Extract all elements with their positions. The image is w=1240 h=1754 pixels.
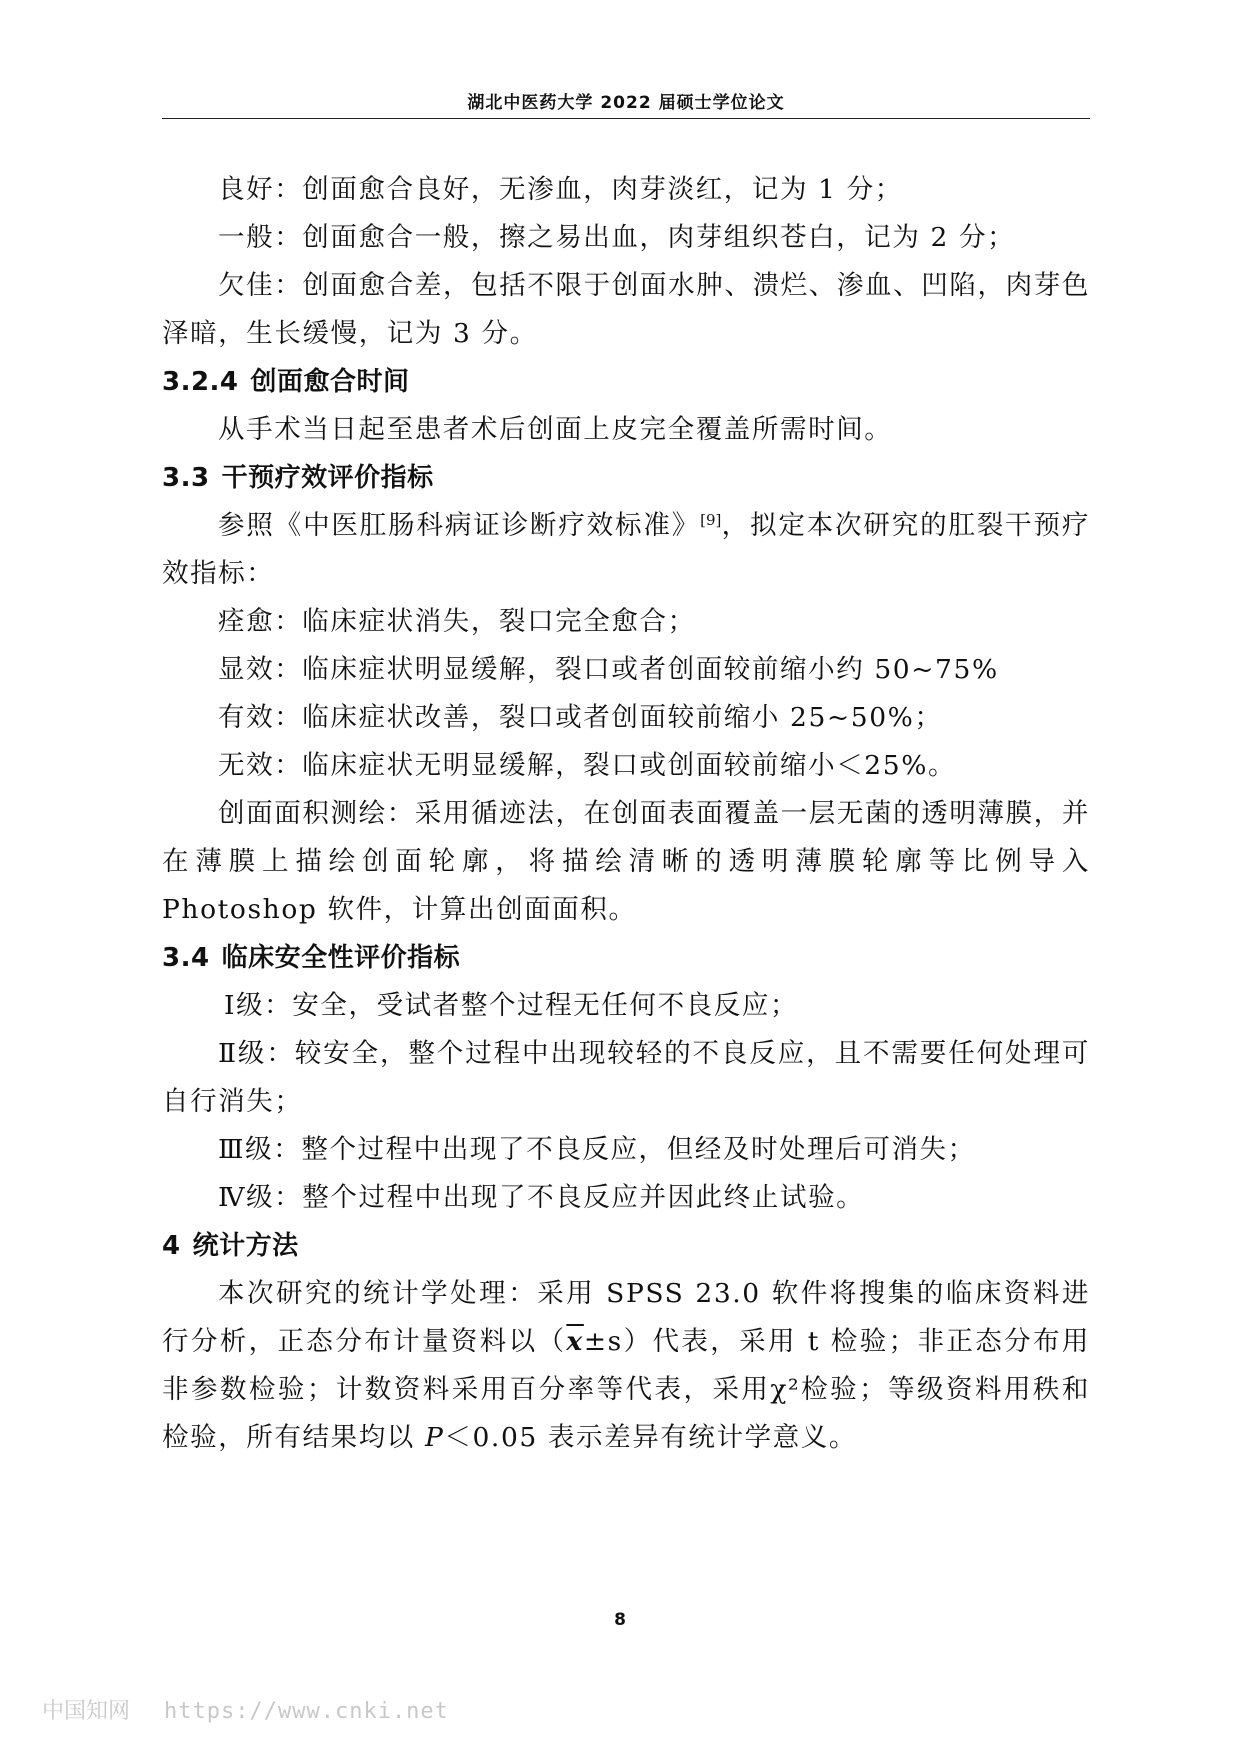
section-number: 3.2.4: [162, 367, 239, 397]
paragraph-grade-1: Ⅰ级：安全，受试者整个过程无任何不良反应；: [224, 990, 799, 1021]
p-value-symbol: P: [424, 1422, 445, 1453]
paragraph-statistics: [162, 1270, 1090, 1462]
section-title: 临床安全性评价指标: [221, 943, 461, 973]
text-span: ±s）代表，采用 t 检验；非正态分布用非参数检验；计数资料采用百分率等代表，采用χ²检验；等级资料用秩和检验，所有结果均以: [162, 1326, 1090, 1453]
paragraph-poor: 欠佳：创面愈合差，包括不限于创面水肿、溃烂、渗血、凹陷，肉芽色泽暗，生长缓慢，记为 3 分。: [162, 270, 1090, 349]
watermark-brand: 中国知网: [42, 1699, 131, 1724]
paragraph-grade-2: Ⅱ级：较安全，整个过程中出现较轻的不良反应，且不需要任何处理可自行消失；: [162, 1038, 1090, 1117]
paragraph-reference-standard: [162, 502, 1090, 598]
text-span: ，拟定本次研究的肛裂干预疗效指标：: [162, 510, 1090, 589]
paragraph-markedly-effective: 显效：临床症状明显缓解，裂口或者创面较前缩小约 50~75%: [218, 654, 999, 685]
paragraph-healing-time: 从手术当日起至患者术后创面上皮完全覆盖所需时间。: [218, 414, 893, 445]
paragraph-effective: 有效：临床症状改善，裂口或者创面较前缩小 25~50%；: [218, 702, 943, 733]
paragraph-grade-3: Ⅲ级：整个过程中出现了不良反应，但经及时处理后可消失；: [218, 1134, 976, 1165]
watermark-url: https://www.cnki.net: [164, 1699, 449, 1724]
section-heading-3-3: [162, 454, 1090, 502]
paragraph-cured: 痊愈：临床症状消失，裂口完全愈合；: [218, 606, 696, 637]
section-heading-4: [162, 1222, 1090, 1270]
section-heading-3-2-4: [162, 358, 1090, 406]
section-heading-3-4: [162, 934, 1090, 982]
section-number: 3.4: [162, 943, 210, 973]
text-span: 参照《中医肛肠科病证诊断疗效标准》: [218, 510, 701, 541]
mean-symbol: $\overline{x}$: [566, 1326, 584, 1357]
paragraph-good: 良好：创面愈合良好，无渗血，肉芽淡红，记为 1 分；: [218, 174, 903, 205]
text-span: 本次研究的统计学处理：采用 SPSS 23.0 软件将搜集的临床资料进行分析，正态分布计量资料以（: [162, 1278, 1090, 1357]
header-rule: [162, 118, 1090, 119]
page-body: [162, 166, 1090, 1462]
section-number: 4: [162, 1231, 181, 1261]
section-title: 干预疗效评价指标: [221, 463, 434, 493]
page-number: 8: [614, 1610, 626, 1630]
cnki-watermark: [42, 1694, 449, 1725]
text-span: ＜0.05 表示差异有统计学意义。: [444, 1422, 858, 1453]
paragraph-grade-4: Ⅳ级：整个过程中出现了不良反应并因此终止试验。: [218, 1182, 865, 1213]
section-title: 创面愈合时间: [250, 367, 410, 397]
paragraph-wound-area: 创面面积测绘：采用循迹法，在创面表面覆盖一层无菌的透明薄膜，并在薄膜上描绘创面轮廓，将描绘清晰的透明薄膜轮廓等比例导入 Photoshop 软件，计算出创面面积。: [162, 798, 1090, 925]
section-title: 统计方法: [192, 1231, 299, 1261]
paragraph-ineffective: 无效：临床症状无明显缓解，裂口或创面较前缩小＜25%。: [218, 750, 957, 781]
paragraph-fair: 一般：创面愈合一般，擦之易出血，肉芽组织苍白，记为 2 分；: [218, 222, 1016, 253]
document-header: 湖北中医药大学 2022 届硕士学位论文: [467, 93, 785, 113]
section-number: 3.3: [162, 463, 210, 493]
citation-ref: [9]: [700, 511, 722, 529]
